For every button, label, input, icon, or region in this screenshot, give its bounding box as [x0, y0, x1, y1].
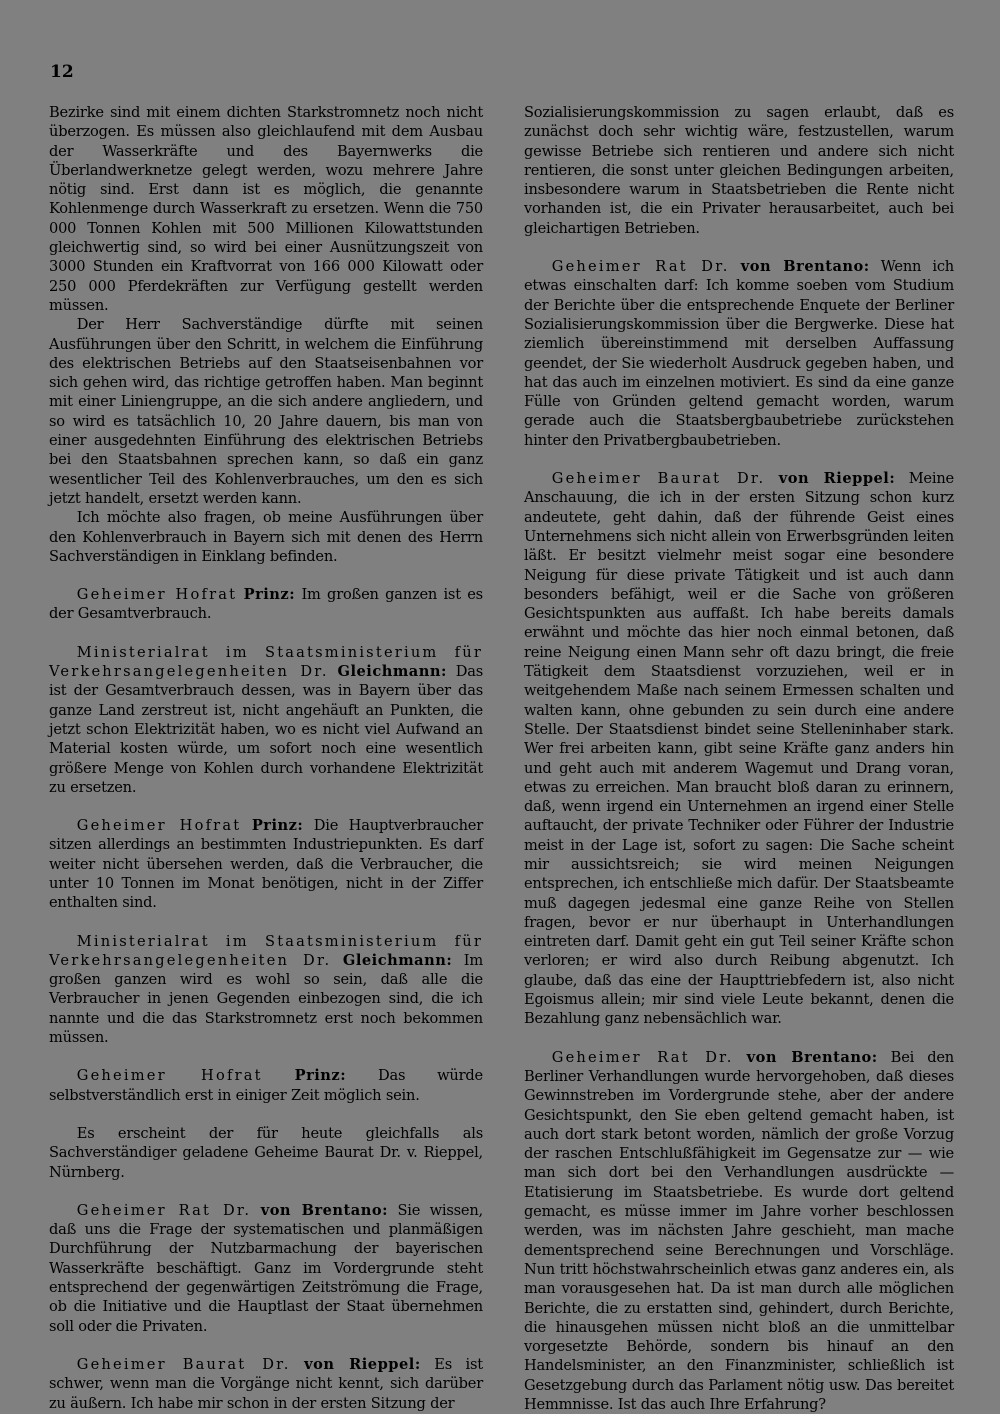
paragraph — [524, 257, 954, 450]
speaker-title: Geheimer Rat Dr. — [76, 1201, 252, 1219]
speaker-title: Geheimer Baurat Dr. — [76, 1355, 291, 1373]
speaker-title: Geheimer Hofrat — [76, 817, 242, 835]
speaker-title: Geheimer Baurat Dr. — [551, 470, 766, 488]
speaker-name: von Rieppel: — [778, 470, 896, 488]
speaker-name: Gleichmann: — [342, 951, 453, 969]
speaker-title: Geheimer Rat Dr. — [551, 1048, 734, 1066]
paragraph-text: Der Herr Sachverständige dürfte mit seinen Ausführungen über den Schritt, in welchem die Einführung des elektrischen Betriebs auf den Staatseisenbahnen vor sich gehen wird, das richtige getroffen haben. Man beginnt mit einer Liniengruppe, an die sich andere angliedern, und so wird es tatsächlich 10, 20 Jahre dauern, bis man von einer ausgedehnten Einführung des elektrischen Betriebs bei den Staatsbahnen sprechen kann, so daß ein ganz wesentlicher Teil des Kohlenverbrauches, um den es sich jetzt handelt, ersetzt werden kann. — [49, 316, 483, 507]
paragraph-text: Es ist schwer, wenn man die Vorgänge nicht kennt, sich darüber zu äußern. Ich habe mir schon in der ersten Sitzung der — [49, 1355, 483, 1412]
paragraph — [49, 816, 483, 912]
speaker-name: Prinz: — [294, 1067, 347, 1085]
paragraph — [49, 643, 483, 797]
paragraph-text: Es erscheint der für heute gleichfalls als Sachverständiger geladene Geheime Baurat Dr. v. Rieppel, Nürnberg. — [49, 1124, 483, 1181]
speaker-name: von Brentano: — [746, 1048, 878, 1066]
paragraph — [49, 1066, 483, 1105]
left-column — [49, 103, 483, 1413]
speaker-name: von Rieppel: — [304, 1355, 421, 1373]
paragraph — [49, 1201, 483, 1336]
paragraph-text: Sozialisierungskommission zu sagen erlaubt, daß es zunächst doch sehr wichtig wäre, festzustellen, warum gewisse Betriebe sich rentieren und andere sich nicht rentieren, die sonst unter gleichen Bedingungen arbeiten, insbesondere warum in Staatsbetrieben die Rente nicht vorhanden ist, die ein Privater herausarbeitet, auch bei gleichartigen Betrieben. — [524, 104, 954, 237]
paragraph — [49, 932, 483, 1048]
paragraph — [49, 103, 483, 315]
paragraph-text: Meine Anschauung, die ich in der ersten Sitzung schon kurz andeutete, geht dahin, daß der führende Geist eines Unternehmens sich nicht allein von Erwerbsgründen leiten läßt. Er besitzt vielmehr meist sogar eine besondere Neigung für diese private Tätigkeit und ist auch dann besonders befähigt, weil er die Sache von größeren Gesichtspunkten aus auffaßt. Ich habe bereits damals erwähnt und möchte das hier noch einmal betonen, daß reine Neigung einen Mann sehr oft dazu bringt, die freie Tätigkeit dem Staatsdienst vorzuziehen, weil er in weitgehendem Maße nach seinem Ermessen schalten und walten kann, ohne gebunden zu sein durch eine andere Stelle. Der Staatsdienst bindet seine Stelleninhaber stark. Wer frei arbeiten kann, gibt seine Kräfte ganz anders hin und geht auch mit anderem Wagemut und Drang voran, etwas zu erreichen. Man braucht bloß daran zu erinnern, daß, wenn irgend ein Unternehmen an irgend einer Stelle auftaucht, der private Techniker oder Führer der Industrie meist in der Lage ist, sofort zu sagen: Die Sache scheint mir aussichtsreich; sie wird meinen Neigungen entsprechen, ich entschließe mich dafür. Der Staatsbeamte muß dagegen jedesmal eine ganze Reihe von Stellen fragen, bevor er nur überhaupt in Unterhandlungen eintreten darf. Damit geht ein gut Teil seiner Kräfte schon verloren; er wird also durch Reibung abgenutzt. Ich glaube, daß das eine der Haupttriebfedern ist, also nicht Egoismus allein; mir sind viele Leute bekannt, denen die Bezahlung ganz nebensächlich war. — [524, 470, 954, 1028]
paragraph-text: Das ist der Gesamtverbrauch dessen, was in Bayern über das ganze Land zerstreut ist, nicht angehäuft an Punkten, die jetzt schon Elektrizität haben, wo es nicht viel Aufwand an Material kosten würde, um sofort noch eine wesentlich größere Menge von Kohlen durch vorhandene Elektrizität zu ersetzen. — [49, 663, 483, 796]
speaker-name: Gleichmann: — [337, 663, 447, 681]
paragraph-text: Wenn ich etwas einschalten darf: Ich komme soeben vom Studium der Berichte über die entsprechende Enquete der Berliner Sozialisierungskommission über die Bergwerke. Diese hat ziemlich übereinstimmend mit derselben Auffassung geendet, der Sie wiederholt Ausdruck gegeben haben, und hat das auch im einzelnen motiviert. Es sind da eine ganze Fülle von Gründen geltend gemacht worden, warum gerade auch die Staatsbergbaubetriebe zurückstehen hinter den Privatbergbaubetrieben. — [524, 258, 954, 449]
page-number: 12 — [50, 62, 74, 82]
paragraph — [524, 103, 954, 238]
paragraph — [524, 469, 954, 1029]
right-column — [524, 103, 954, 1414]
paragraph-text: Im großen ganzen wird es wohl so sein, daß alle die Verbraucher in jenen Gegenden einbezogen sind, die ich nannte und die das Starkstromnetz erst noch bekommen müssen. — [49, 951, 483, 1047]
paragraph — [49, 315, 483, 508]
paragraph-text: Sie wissen, daß uns die Frage der systematischen und planmäßigen Durchführung der Nutzbarmachung der bayerischen Wasserkräfte beschäftigt. Ganz im Vordergrunde steht entsprechend der gegenwärtigen Zeitströmung die Frage, ob die Initiative und die Hauptlast der Staat übernehmen soll oder die Privaten. — [49, 1201, 483, 1335]
speaker-title: Ministerialrat im Staatsministerium für Verkehrsangelegenheiten Dr. — [49, 932, 483, 969]
paragraph — [49, 585, 483, 624]
speaker-title: Ministerialrat im Staatsministerium für Verkehrsangelegenheiten Dr. — [49, 643, 483, 681]
paragraph-text: Ich möchte also fragen, ob meine Ausführungen über den Kohlenverbrauch in Bayern sich mit denen des Herrn Sachverständigen in Einklang befinden. — [49, 509, 483, 565]
paragraph — [49, 508, 483, 566]
paragraph-text: Bei den Berliner Verhandlungen wurde hervorgehoben, daß dieses Gewinnstreben im Vordergrunde stehe, aber der andere Gesichtspunkt, den Sie eben geltend gemacht haben, ist auch dort stark betont worden, nämlich der große Vorzug der raschen Entschlußfähigkeit im Gegensatze zur — wie man sich dort bei den Verhandlungen ausdrückte — Etatisierung im Staatsbetriebe. Es wurde dort geltend gemacht, es müsse immer im Jahre vorher beschlossen werden, was im nächsten Jahre geschieht, man mache dementsprechend seine Berechnungen und Vorschläge. Nun tritt höchstwahrscheinlich etwas ganz anderes ein, als man vorausgesehen hat. Da ist man durch alle möglichen Berichte, die zu erstatten sind, gehindert, durch Berichte, die hinausgehen müssen nicht bloß an die unmittelbar vorgesetzte Behörde, sondern bis hinauf an den Handelsminister, an den Finanzminister, schließlich ist Gesetzgebung durch das Parlament nötig usw. Das bereitet Hemmnisse. Ist das auch Ihre Erfahrung? — [524, 1048, 954, 1413]
paragraph-text: Bezirke sind mit einem dichten Starkstromnetz noch nicht überzogen. Es müssen also gleichlaufend mit dem Ausbau der Wasserkräfte und des Bayernwerks die Überlandwerknetze gelegt werden, wozu mehrere Jahre nötig sind. Erst dann ist es möglich, die genannte Kohlenmenge durch Wasserkraft zu ersetzen. Wenn die 750 000 Tonnen Kohlen mit 500 Millionen Kilowattstunden gleichwertig sind, so wird bei einer Ausnützungszeit von 3000 Stunden ein Kraftvorrat von 166 000 Kilowatt oder 250 000 Pferdekräften zur Verfügung gestellt werden müssen. — [49, 104, 483, 314]
speaker-name: von Brentano: — [260, 1201, 388, 1219]
paragraph — [49, 1124, 483, 1182]
speaker-name: Prinz: — [251, 817, 304, 835]
speaker-title: Geheimer Hofrat — [76, 586, 238, 604]
paragraph-text: Die Hauptverbraucher sitzen allerdings an bestimmten Industriepunkten. Es darf weiter nicht übersehen werden, daß die Verbraucher, die unter 10 Tonnen im Monat benötigen, nicht in der Ziffer enthalten sind. — [49, 817, 483, 912]
paragraph-text: Das würde selbstverständlich erst in einiger Zeit möglich sein. — [49, 1067, 483, 1104]
paragraph-text: Im großen ganzen ist es der Gesamtverbrauch. — [49, 586, 483, 623]
speaker-title: Geheimer Hofrat — [76, 1067, 263, 1085]
speaker-title: Geheimer Rat Dr. — [551, 258, 730, 276]
paragraph — [524, 1048, 954, 1414]
speaker-name: Prinz: — [243, 586, 296, 604]
paragraph — [49, 1355, 483, 1413]
speaker-name: von Brentano: — [740, 258, 870, 276]
